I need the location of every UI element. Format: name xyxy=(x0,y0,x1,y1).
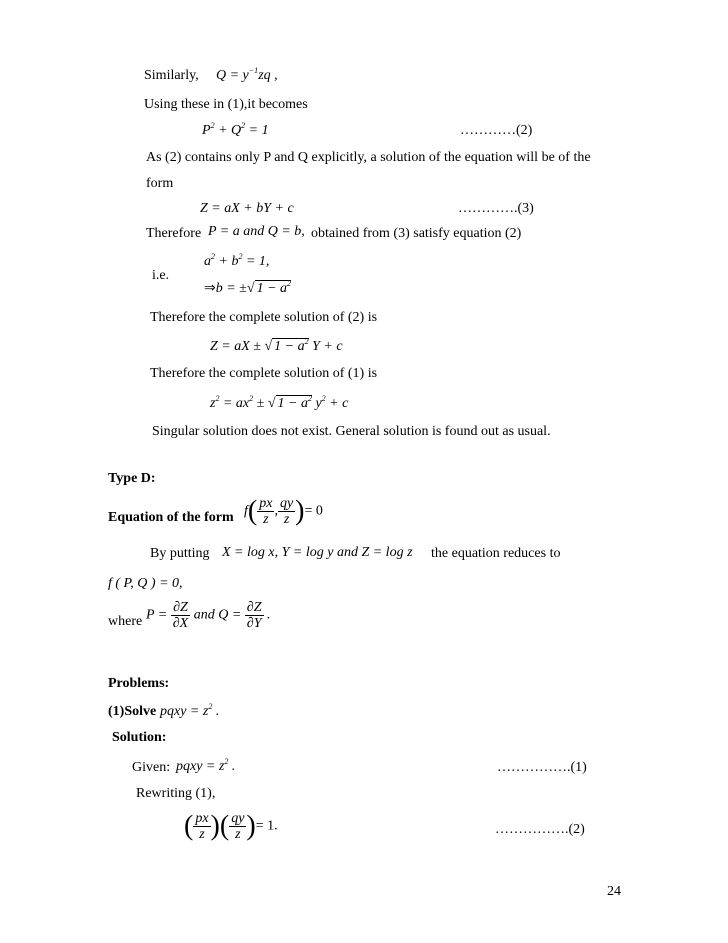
eq-tag-g1: …………….(1) xyxy=(497,760,587,775)
solve-equation: pqxy = $z^2$ . xyxy=(160,702,220,719)
equation-2: $P^2 + Q^2 = 1$ xyxy=(202,121,269,138)
z-squared-equation: $z^2 = ax^2$ ± √ $1 - a^2$ $y^2 + c$ xyxy=(210,394,349,411)
similarly-text: Similarly, xyxy=(144,68,199,83)
eq-tag-3: ………….(3) xyxy=(458,201,534,216)
by-putting-text: By putting xyxy=(150,546,210,561)
b-equation: ⇒b = ±√ $1 - a^2$ xyxy=(204,279,292,296)
equation-form-label: Equation of the form xyxy=(108,510,234,525)
eq-tag-g2: …………….(2) xyxy=(495,822,585,837)
z-solution-equation: Z = aX ± √ $1 - a^2$ Y + c xyxy=(210,337,343,354)
as2-text: As (2) contains only P and Q explicitly, a solution of the equation will be of the xyxy=(146,150,591,165)
problems-heading: Problems: xyxy=(108,676,170,691)
complete1-text: Therefore the complete solution of (1) is xyxy=(150,366,378,381)
rewriting-text: Rewriting (1), xyxy=(136,786,216,801)
singular-text: Singular solution does not exist. General solution is found out as usual. xyxy=(152,424,551,439)
fpq-equation: f ( P, Q ) = 0, xyxy=(108,576,183,591)
rewritten-equation: ( $\frac{px}{z}$ )( $\frac{qy}{z}$ )= 1. xyxy=(184,810,278,842)
substitution-equation: X = log x, Y = log y and Z = log z xyxy=(222,545,413,560)
pa-qb-equation: P = a and Q = b, xyxy=(208,224,305,239)
pq-definition-equation: P = $\frac{\partial Z}{\partial X}$ and Q = $\frac{\partial Z}{\partial Y}$ . xyxy=(146,600,271,631)
ab-equation: $a^2 + b^2 = 1$, xyxy=(204,252,270,269)
obtained-text: obtained from (3) satisfy equation (2) xyxy=(311,226,522,241)
solve-label: (1)Solve xyxy=(108,704,157,719)
using-text: Using these in (1),it becomes xyxy=(144,97,308,112)
form-text: form xyxy=(146,176,174,191)
eq-tag-2: …………(2) xyxy=(460,123,533,138)
given-equation: pqxy = $z^2$ . xyxy=(176,757,236,774)
solution-heading: Solution: xyxy=(112,730,167,745)
reduces-text: the equation reduces to xyxy=(431,546,561,561)
where-text: where xyxy=(108,614,143,629)
therefore-text: Therefore xyxy=(146,226,202,241)
equation-3: Z = aX + bY + c xyxy=(200,201,294,216)
type-d-heading: Type D: xyxy=(108,471,156,486)
q-equation: $Q = y^{-1}zq$ , xyxy=(216,66,278,83)
complete2-text: Therefore the complete solution of (2) is xyxy=(150,310,378,325)
ie-text: i.e. xyxy=(152,268,170,283)
given-text: Given: xyxy=(132,760,171,775)
page-number: 24 xyxy=(607,884,621,899)
f-form-equation: f( $\frac{px}{z}$ , $\frac{qy}{z}$ )= 0 xyxy=(244,495,323,527)
